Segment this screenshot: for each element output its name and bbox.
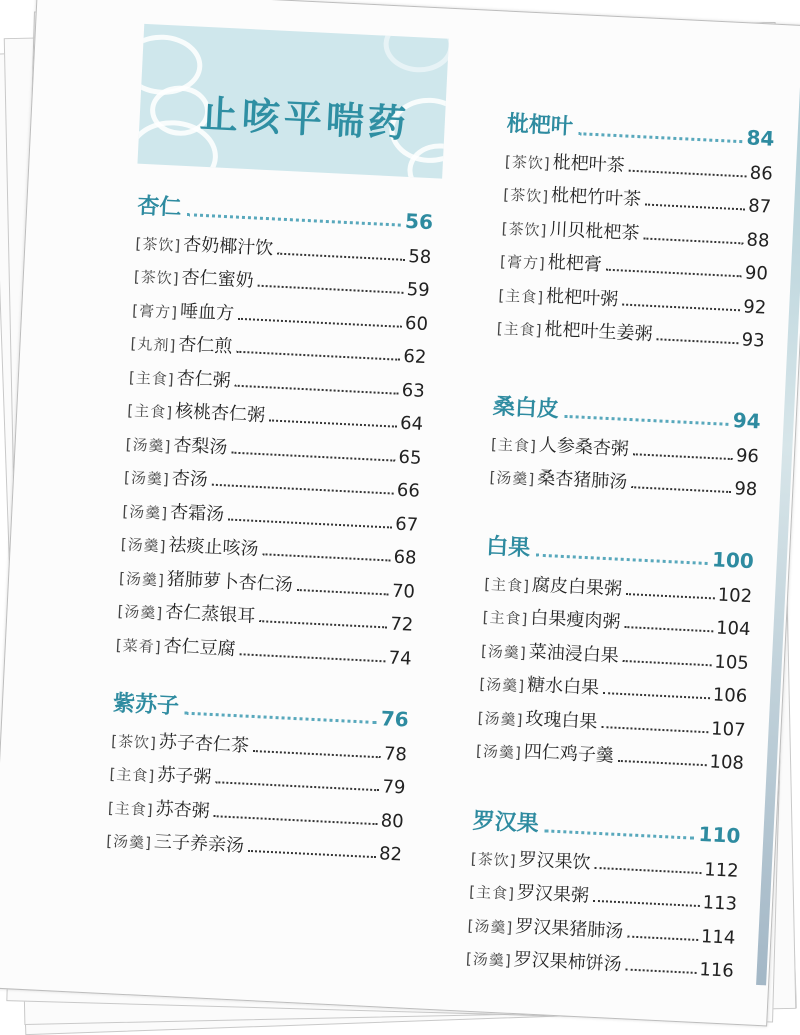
entry-category-tag: [主食] (126, 401, 174, 422)
toc-section (115, 186, 434, 669)
section-page-number: 94 (732, 408, 762, 434)
entry-leader-dots (248, 850, 376, 858)
entry-category-tag: [主食] (128, 368, 176, 389)
entry-title: 玫瑰白果 (525, 707, 598, 733)
entry-title: 核桃杏仁粥 (174, 400, 266, 427)
entry-page-number: 107 (710, 717, 747, 741)
entry-category-tag: [主食] (107, 798, 155, 819)
entry-title: 猪肺萝卜杏仁汤 (166, 568, 294, 596)
entry-title: 罗汉果柿饼汤 (513, 949, 623, 976)
entry-title: 四仁鸡子羹 (523, 741, 615, 767)
entry-leader-dots (606, 269, 742, 278)
entry-leader-dots (593, 900, 700, 907)
entry-page-number: 114 (700, 925, 736, 949)
entry-title: 白果瘦肉粥 (529, 607, 621, 633)
entry-category-tag: [主食] (468, 882, 516, 903)
section-leader-dots (544, 829, 694, 839)
entry-title: 川贝枇杷茶 (548, 218, 640, 244)
entry-title: 杏仁豆腐 (163, 635, 237, 660)
entry-page-number: 112 (703, 858, 740, 882)
entry-title: 苏杏粥 (155, 797, 211, 822)
entry-page-number: 108 (709, 751, 745, 774)
entry-category-tag: [主食] (109, 765, 156, 786)
entry-leader-dots (297, 588, 389, 595)
entry-category-tag: [茶饮] (110, 731, 158, 752)
entry-category-tag: [菜肴] (115, 635, 163, 656)
entry-category-tag: [汤羹] (475, 741, 523, 763)
entry-leader-dots (627, 935, 698, 940)
entry-title: 杏仁蒸银耳 (164, 601, 256, 627)
entry-title: 枇杷叶茶 (552, 151, 626, 176)
section-page-number: 100 (711, 547, 755, 574)
section-page-number: 110 (698, 821, 741, 848)
entry-page-number: 74 (388, 647, 413, 670)
entry-page-number: 80 (380, 809, 405, 832)
entry-category-tag: [主食] (490, 434, 538, 456)
entry-page-number: 92 (742, 295, 767, 319)
entry-leader-dots (262, 553, 390, 561)
entry-category-tag: [主食] (498, 285, 545, 307)
entry-page-number: 62 (402, 345, 427, 368)
entry-leader-dots (622, 303, 740, 311)
cloud-decoration-icon (382, 24, 449, 74)
entry-page-number: 90 (744, 262, 769, 285)
entry-category-tag: [汤羹] (465, 949, 513, 970)
entry-title: 杏奶椰汁饮 (182, 233, 274, 259)
entry-title: 菜油浸白果 (528, 640, 620, 667)
section-title: 紫苏子 (112, 691, 180, 720)
entry-leader-dots (277, 252, 405, 260)
entry-title: 枇杷竹叶茶 (550, 184, 642, 211)
section-title: 桑白皮 (492, 394, 560, 423)
section-page-number: 84 (746, 125, 776, 151)
entry-category-tag: [汤羹] (117, 602, 164, 623)
entry-category-tag: [汤羹] (467, 916, 514, 937)
entry-page-number: 60 (404, 312, 429, 335)
entry-title: 枇杷膏 (547, 251, 603, 276)
entry-page-number: 87 (747, 195, 772, 218)
entry-category-tag: [茶饮] (135, 234, 182, 255)
entry-category-tag: [汤羹] (125, 434, 172, 456)
entry-title: 杏梨汤 (172, 434, 228, 458)
entry-page-number: 68 (393, 546, 418, 569)
entry-page-number: 67 (394, 513, 419, 536)
toc-section (466, 801, 742, 982)
page-title: 止咳平喘药 (198, 90, 411, 146)
entry-page-number: 105 (713, 650, 750, 674)
entry-category-tag: [茶饮] (133, 267, 181, 288)
entry-category-tag: [汤羹] (123, 468, 171, 489)
entry-page-number: 116 (698, 959, 735, 982)
toc-section (106, 683, 410, 865)
entry-leader-dots (269, 419, 397, 427)
entry-category-tag: [茶饮] (470, 849, 518, 870)
entry-page-number: 70 (391, 580, 416, 603)
entry-leader-dots (603, 692, 710, 699)
section-title: 罗汉果 (472, 808, 540, 838)
entry-leader-dots (626, 593, 715, 599)
entry-leader-dots (253, 749, 381, 757)
entry-title: 三子养亲汤 (153, 831, 245, 857)
title-banner (137, 24, 448, 179)
entry-page-number: 58 (407, 245, 432, 268)
section-title: 枇杷叶 (506, 111, 574, 140)
entry-page-number: 113 (702, 892, 738, 915)
entry-title: 杏仁蜜奶 (181, 266, 255, 292)
entry-leader-dots (633, 453, 733, 460)
entry-title: 杏仁煎 (177, 333, 233, 358)
entry-category-tag: [主食] (482, 608, 529, 629)
entry-category-tag: [汤羹] (477, 708, 524, 729)
toc-section (489, 386, 762, 500)
entry-title: 苏子杏仁茶 (158, 730, 250, 757)
entry-category-tag: [膏方] (499, 252, 547, 273)
entry-category-tag: [膏方] (131, 301, 179, 322)
entry-page-number: 82 (378, 843, 403, 866)
section-title: 杏仁 (136, 193, 182, 221)
entry-category-tag: [汤羹] (479, 675, 526, 696)
entry-page-number: 65 (398, 446, 422, 469)
entry-leader-dots (643, 237, 743, 244)
entry-title: 枇杷叶粥 (545, 285, 619, 310)
entry-leader-dots (257, 285, 403, 294)
entry-category-tag: [汤羹] (122, 501, 169, 523)
entry-leader-dots (239, 653, 385, 662)
entry-category-tag: [汤羹] (105, 831, 153, 853)
entry-category-tag: [茶饮] (502, 185, 550, 206)
entry-page-number: 88 (746, 229, 770, 252)
entry-title: 罗汉果饮 (518, 848, 592, 874)
entry-page-number: 63 (401, 379, 426, 402)
toc-section (476, 526, 755, 774)
entry-category-tag: [主食] (483, 574, 531, 595)
entry-page-number: 102 (717, 584, 753, 607)
entry-leader-dots (625, 968, 696, 973)
entry-title: 枇杷叶生姜粥 (544, 318, 653, 346)
entry-category-tag: [丸剂] (130, 334, 177, 355)
entry-page-number: 104 (715, 617, 751, 641)
entry-category-tag: [汤羹] (120, 535, 167, 556)
entry-category-tag: [茶饮] (504, 152, 552, 173)
entry-leader-dots (259, 620, 387, 628)
entry-page-number: 98 (733, 478, 758, 501)
entry-page-number: 59 (406, 278, 431, 302)
entry-leader-dots (628, 169, 746, 177)
entry-page-number: 66 (396, 479, 421, 502)
entry-leader-dots (622, 659, 711, 665)
entry-leader-dots (594, 866, 701, 873)
entry-title: 杏仁粥 (176, 367, 232, 391)
entry-page-number: 79 (381, 776, 406, 799)
section-page-number: 56 (404, 208, 434, 235)
entry-page-number: 78 (383, 742, 408, 766)
entry-category-tag: [汤羹] (118, 568, 166, 589)
entry-title: 罗汉果猪肺汤 (514, 915, 624, 942)
entry-leader-dots (618, 760, 707, 766)
entry-category-tag: [主食] (496, 319, 543, 340)
entry-leader-dots (645, 204, 745, 211)
entry-title: 杏霜汤 (169, 501, 225, 525)
entry-page-number: 93 (741, 329, 766, 352)
entry-title: 糖水白果 (526, 674, 600, 699)
entry-category-tag: [汤羹] (480, 641, 528, 662)
entry-title: 罗汉果粥 (516, 882, 590, 907)
toc-section (496, 104, 775, 352)
section-page-number: 76 (380, 706, 410, 732)
entry-page-number: 64 (399, 412, 424, 435)
entry-leader-dots (631, 486, 731, 493)
entry-title: 唾血方 (179, 300, 235, 325)
entry-page-number: 86 (749, 162, 774, 185)
entry-title: 祛痰止咳汤 (168, 534, 259, 561)
section-title: 白果 (485, 534, 531, 562)
entry-leader-dots (624, 626, 713, 632)
entry-title: 杏汤 (171, 467, 209, 491)
entry-page-number: 96 (735, 444, 760, 467)
entry-page-number: 106 (712, 684, 748, 708)
entry-leader-dots (656, 338, 738, 344)
entry-category-tag: [茶饮] (501, 219, 548, 240)
entry-leader-dots (601, 725, 708, 732)
entry-title: 腐皮白果粥 (531, 573, 623, 600)
entry-category-tag: [汤羹] (489, 468, 536, 489)
entry-title: 人参桑杏粥 (538, 434, 630, 460)
entry-title: 苏子粥 (156, 764, 212, 788)
entry-title: 桑杏猪肺汤 (536, 467, 628, 493)
entry-page-number: 72 (389, 613, 414, 636)
